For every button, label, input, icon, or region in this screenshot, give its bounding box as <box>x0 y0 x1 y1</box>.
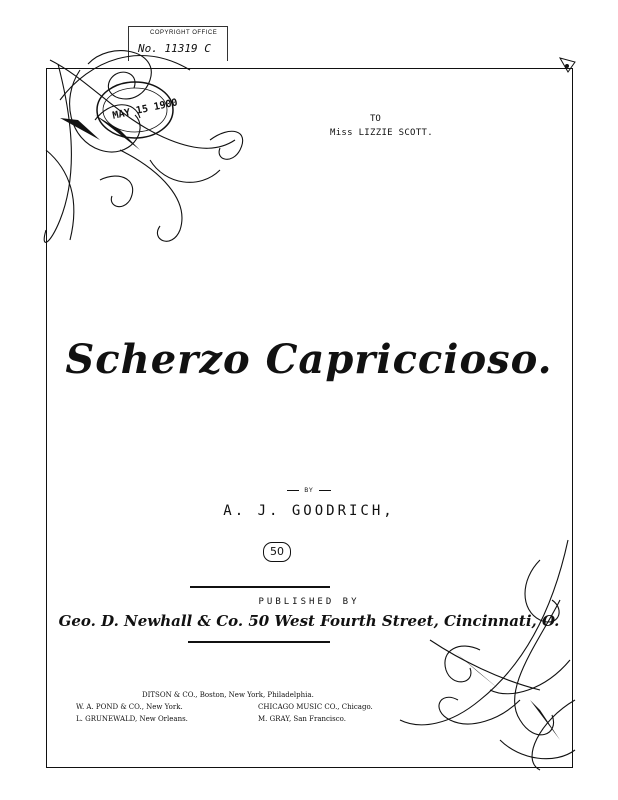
published-by-label: PUBLISHED BY <box>258 597 360 607</box>
publisher-rule-top <box>190 586 330 588</box>
agent-line: DITSON & CO., Boston, New York, Philadelphia. <box>142 691 314 699</box>
agent-left-1: W. A. POND & CO., New York. <box>76 703 183 711</box>
publisher-line: Geo. D. Newhall & Co. 50 West Fourth Street, Cincinnati, O. <box>58 612 560 630</box>
by-label: BY <box>304 487 314 494</box>
page-title: Scherzo Capriccioso. <box>65 336 553 383</box>
agent-right-1: CHICAGO MUSIC CO., Chicago. <box>258 703 373 711</box>
by-rule-right <box>319 490 331 491</box>
dedication-name: Miss LIZZIE SCOTT. <box>330 128 433 138</box>
dedication-to: TO <box>370 114 381 124</box>
agent-left-2: L. GRUNEWALD, New Orleans. <box>76 715 188 723</box>
agent-right-2: M. GRAY, San Francisco. <box>258 715 346 723</box>
copyright-date-stamp: MAY 15 1900 <box>111 97 179 122</box>
price-badge: 50 <box>263 542 291 562</box>
publisher-rule-bottom <box>188 641 330 643</box>
copyright-number: No. 11319 C <box>138 42 211 55</box>
copyright-tab-header: COPYRIGHT OFFICE <box>150 30 218 36</box>
composer-name: A. J. GOODRICH, <box>223 503 395 519</box>
